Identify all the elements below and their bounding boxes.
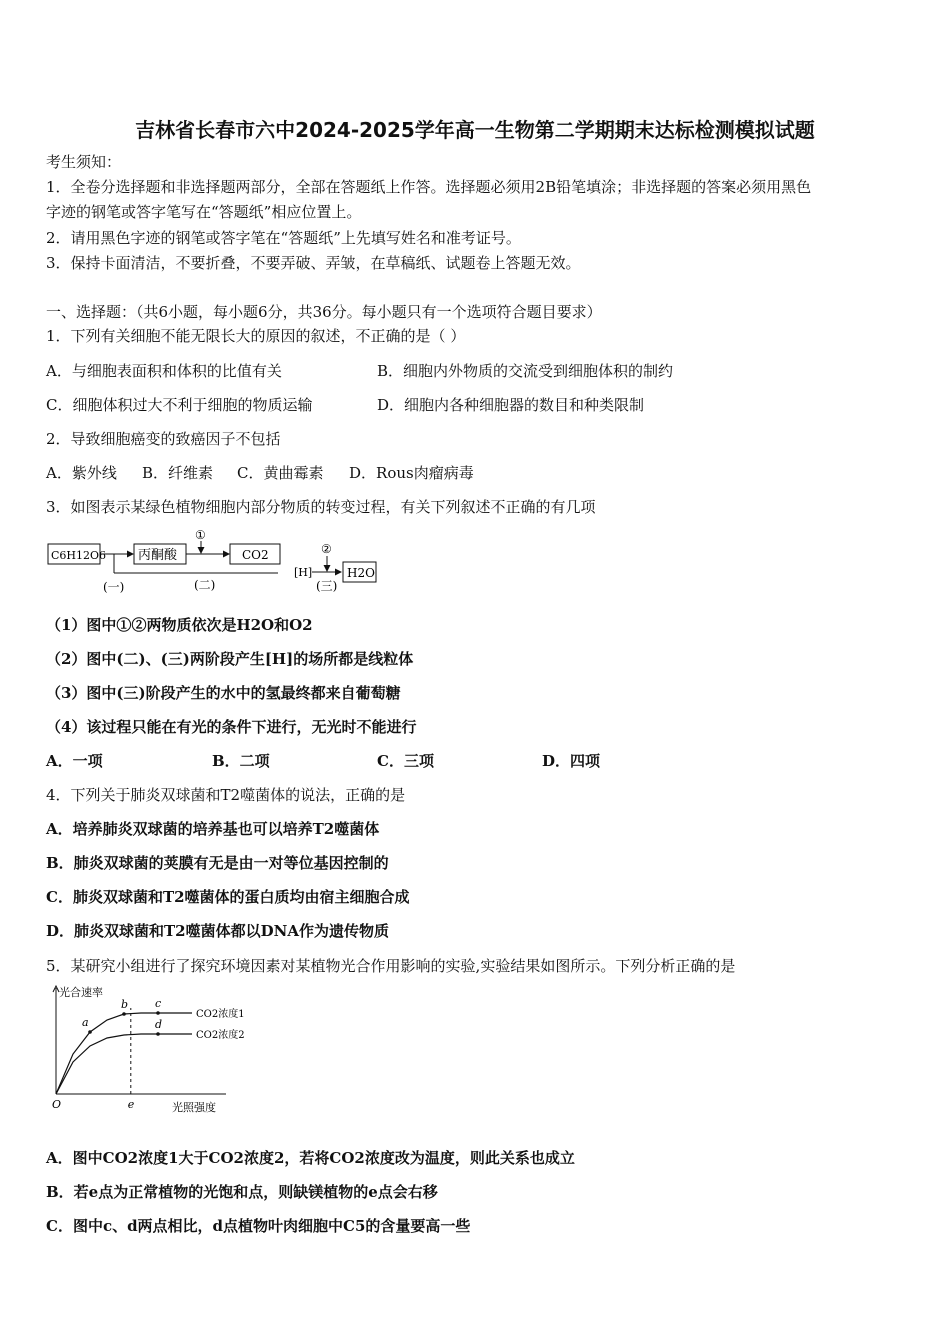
q5-option-b[interactable]: B．若e点为正常植物的光饱和点，则缺镁植物的e点会右移 [46, 1183, 438, 1201]
q3-statement-4: （4）该过程只能在有光的条件下进行，无光时不能进行 [46, 718, 417, 736]
point-label-a: a [82, 1016, 89, 1029]
point-d [156, 1032, 160, 1036]
q4-stem: 4．下列关于肺炎双球菌和T2噬菌体的说法，正确的是 [46, 786, 406, 804]
point-c [156, 1011, 160, 1015]
series-label-2: CO2浓度2 [196, 1030, 245, 1041]
q1-option-d[interactable]: D．细胞内各种细胞器的数目和种类限制 [377, 396, 645, 414]
q1-option-a[interactable]: A．与细胞表面积和体积的比值有关 [46, 362, 282, 380]
q4-option-d[interactable]: D．肺炎双球菌和T2噬菌体都以DNA作为遗传物质 [46, 922, 389, 940]
origin-label: O [52, 1098, 62, 1111]
q3-stem: 3．如图表示某绿色植物细胞内部分物质的转变过程，有关下列叙述不正确的有几项 [46, 498, 596, 516]
point-label-d: d [155, 1018, 163, 1031]
point-a [88, 1030, 92, 1034]
q3-option-d[interactable]: D．四项 [542, 752, 601, 770]
series-line-2 [56, 1034, 192, 1094]
x-tick-label: e [127, 1098, 135, 1111]
q3-option-a[interactable]: A．一项 [46, 752, 103, 770]
q2-stem: 2．导致细胞癌变的致癌因子不包括 [46, 430, 281, 448]
stage-3-label: (三) [316, 579, 338, 593]
q2-option-a[interactable]: A．紫外线 [46, 464, 117, 482]
q3-statement-1: （1）图中①②两物质依次是H2O和O2 [46, 616, 313, 634]
q4-option-a[interactable]: A．培养肺炎双球菌的培养基也可以培养T2噬菌体 [46, 820, 380, 838]
stage-1-label: (一) [103, 580, 125, 594]
q2-option-d[interactable]: D．Rous肉瘤病毒 [349, 464, 474, 482]
glucose-label: C6H12O6 [51, 549, 107, 562]
section-heading: 一、选择题：（共6小题，每小题6分，共36分。每小题只有一个选项符合题目要求） [46, 303, 602, 321]
h2o-label: H2O [347, 566, 375, 580]
q4-option-b[interactable]: B．肺炎双球菌的荚膜有无是由一对等位基因控制的 [46, 854, 389, 872]
point-label-b: b [121, 998, 129, 1011]
pyruvate-label: 丙酮酸 [138, 548, 178, 563]
q3-option-c[interactable]: C．三项 [377, 752, 434, 770]
q1-stem: 1．下列有关细胞不能无限长大的原因的叙述，不正确的是（ ） [46, 327, 466, 345]
q2-option-c[interactable]: C．黄曲霉素 [237, 464, 324, 482]
q3-statement-3: （3）图中(三)阶段产生的水中的氢最终都来自葡萄糖 [46, 684, 401, 702]
h-label: [H] [294, 566, 313, 579]
q5-option-a[interactable]: A．图中CO2浓度1大于CO2浓度2，若将CO2浓度改为温度，则此关系也成立 [46, 1149, 575, 1167]
input-2-label: ② [321, 542, 332, 556]
q1-option-c[interactable]: C．细胞体积过大不利于细胞的物质运输 [46, 396, 313, 414]
page-title: 吉林省长春市六中2024-2025学年高一生物第二学期期末达标检测模拟试题 [135, 118, 815, 142]
point-label-c: c [155, 997, 162, 1010]
x-axis-label: 光照强度 [172, 1101, 216, 1114]
notice-line-3: 3．保持卡面清洁，不要折叠，不要弄破、弄皱，在草稿纸、试题卷上答题无效。 [46, 254, 581, 272]
q2-option-b[interactable]: B．纤维素 [142, 464, 214, 482]
q3-option-b[interactable]: B．二项 [212, 752, 270, 770]
stage-2-label: (二) [194, 578, 216, 592]
series-label-1: CO2浓度1 [196, 1009, 245, 1020]
y-axis-label: 光合速率 [59, 986, 103, 999]
q1-option-b[interactable]: B．细胞内外物质的交流受到细胞体积的制约 [377, 362, 674, 380]
q5-stem: 5．某研究小组进行了探究环境因素对某植物光合作用影响的实验,实验结果如图所示。下列分析正确的是 [46, 957, 736, 975]
q3-statement-2: （2）图中(二)、(三)两阶段产生[H]的场所都是线粒体 [46, 650, 414, 668]
co2-label: CO2 [242, 548, 269, 562]
notice-line-2: 2．请用黑色字迹的钢笔或答字笔在“答题纸”上先填写姓名和准考证号。 [46, 229, 521, 247]
notice-line-1-cont: 字迹的钢笔或答字笔写在“答题纸”相应位置上。 [46, 203, 362, 221]
q5-option-c[interactable]: C．图中c、d两点相比，d点植物叶肉细胞中C5的含量要高一些 [46, 1217, 471, 1235]
series-line-1 [56, 1013, 192, 1094]
q4-option-c[interactable]: C．肺炎双球菌和T2噬菌体的蛋白质均由宿主细胞合成 [46, 888, 410, 906]
notice-heading: 考生须知： [46, 153, 122, 171]
input-1-label: ① [195, 528, 206, 542]
photosynthesis-chart [40, 982, 250, 1120]
point-b [122, 1012, 126, 1016]
respiration-diagram [44, 527, 389, 599]
notice-line-1: 1．全卷分选择题和非选择题两部分，全部在答题纸上作答。选择题必须用2B铅笔填涂；非选择题的答案必须用黑色 [46, 178, 812, 196]
